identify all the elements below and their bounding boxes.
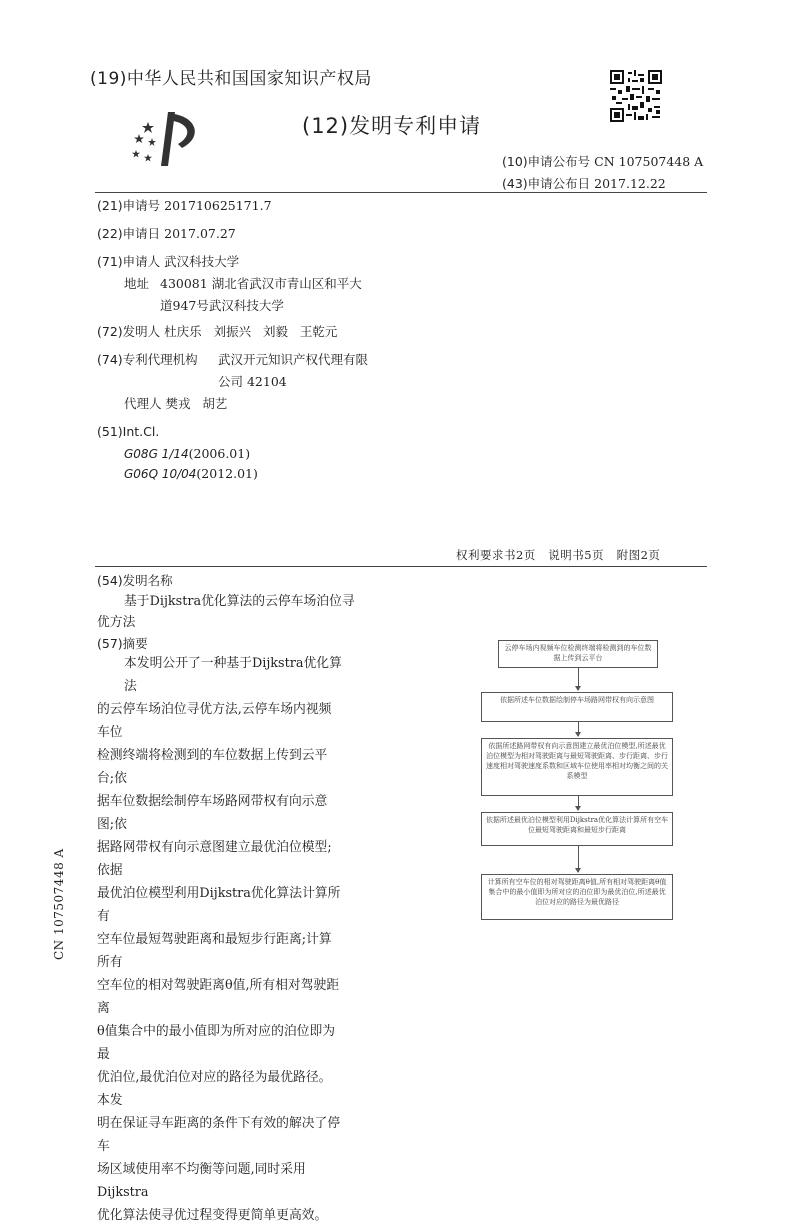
invention-title-label: (54)发明名称 — [97, 573, 173, 588]
abstract-line: 本发明公开了一种基于Dijkstra优化算法 — [124, 656, 342, 694]
document-kind: (12)发明专利申请 — [302, 114, 482, 138]
application-number: (21)申请号 201710625171.7 — [97, 198, 272, 213]
ipc-2: G06Q 10/04(2012.01) — [124, 466, 258, 481]
int-cl-label: (51)Int.Cl. — [97, 424, 160, 439]
agent: 代理人 樊戎 胡艺 — [124, 396, 228, 411]
ipc-1: G08G 1/14(2006.01) — [124, 446, 251, 461]
applicant: (71)申请人 武汉科技大学 — [97, 254, 240, 269]
flowchart-step-3: 依据所述路网带权有向示意图建立最优泊位模型,所述最优泊位模型为相对驾驶距离与最短驾驶距离、步行距离、步行速度相对驾驶速度系数和区域车位使用率相对均衡之间的关系模型 — [481, 738, 673, 796]
address-line-1: 430081 湖北省武汉市青山区和平大 — [160, 276, 362, 291]
agency-line-2: 公司 42104 — [218, 374, 287, 389]
page-counts: 权利要求书2页 说明书5页 附图2页 — [456, 548, 661, 562]
flowchart-arrow — [578, 796, 579, 810]
abstract-line: θ值集合中的最小值即为所对应的泊位即为最 — [97, 1024, 336, 1062]
pages-divider — [95, 566, 707, 567]
abstract-line: 据车位数据绘制停车场路网带权有向示意图;依 — [97, 794, 328, 832]
publication-date — [502, 174, 666, 192]
flowchart-arrow — [578, 846, 579, 872]
publication-number-value: CN 107507448 A — [594, 154, 704, 169]
abstract-label: (57)摘要 — [97, 636, 148, 651]
abstract-line: 优化算法使寻优过程变得更简单更高效。 — [97, 1208, 328, 1223]
side-publication-number: CN 107507448 A — [52, 848, 66, 960]
abstract-line: 据路网带权有向示意图建立最优泊位模型;依据 — [97, 840, 332, 878]
abstract-line: 场区域使用率不均衡等问题,同时采用Dijkstra — [97, 1162, 306, 1200]
publication-date-value: 2017.12.22 — [594, 176, 666, 191]
invention-title-line-2: 优方法 — [97, 615, 136, 630]
publication-date-label: (43)申请公布日 — [502, 176, 591, 191]
abstract-line: 优泊位,最优泊位对应的路径为最优路径。本发 — [97, 1070, 332, 1108]
publication-number — [502, 152, 703, 170]
office-name: (19)中华人民共和国国家知识产权局 — [90, 69, 372, 89]
qr-code — [610, 70, 662, 122]
application-date: (22)申请日 2017.07.27 — [97, 226, 236, 241]
address-label: 地址 — [124, 276, 150, 291]
agency-label: (74)专利代理机构 — [97, 352, 198, 367]
abstract-line: 明在保证寻车距离的条件下有效的解决了停车 — [97, 1116, 341, 1154]
flowchart-arrow — [578, 722, 579, 736]
flowchart-step-4: 依据所述最优泊位模型利用Dijkstra优化算法计算所有空车位最短驾驶距离和最短步行距离 — [481, 812, 673, 846]
inventors: (72)发明人 杜庆乐 刘振兴 刘毅 王乾元 — [97, 324, 338, 339]
flowchart-step-1: 云停车场内视频车位检测终端将检测到的车位数据上传到云平台 — [498, 640, 658, 668]
publication-number-label: (10)申请公布号 — [502, 154, 591, 169]
abstract-body — [97, 652, 342, 1227]
header-divider — [95, 192, 707, 193]
abstract-line: 空车位的相对驾驶距离θ值,所有相对驾驶距离 — [97, 978, 340, 1016]
agency-line-1: 武汉开元知识产权代理有限 — [218, 352, 369, 367]
abstract-line: 空车位最短驾驶距离和最短步行距离;计算所有 — [97, 932, 332, 970]
abstract-line: 检测终端将检测到的车位数据上传到云平台;依 — [97, 748, 328, 786]
abstract-line: 最优泊位模型利用Dijkstra优化算法计算所有 — [97, 886, 341, 924]
cnipa-logo — [128, 108, 210, 172]
flowchart-step-5: 计算所有空车位的相对驾驶距离θ值,所有相对驾驶距离θ值集合中的最小值即为所对应的泊位即为最优泊位,所述最优泊位对应的路径为最优路径 — [481, 874, 673, 920]
address-line-2: 道947号武汉科技大学 — [160, 298, 284, 313]
abstract-line: 的云停车场泊位寻优方法,云停车场内视频车位 — [97, 702, 332, 740]
invention-title-line-1: 基于Dijkstra优化算法的云停车场泊位寻 — [124, 594, 355, 609]
flowchart-arrow — [578, 668, 579, 690]
flowchart-step-2: 依据所述车位数据绘制停车场路网带权有向示意图 — [481, 692, 673, 722]
